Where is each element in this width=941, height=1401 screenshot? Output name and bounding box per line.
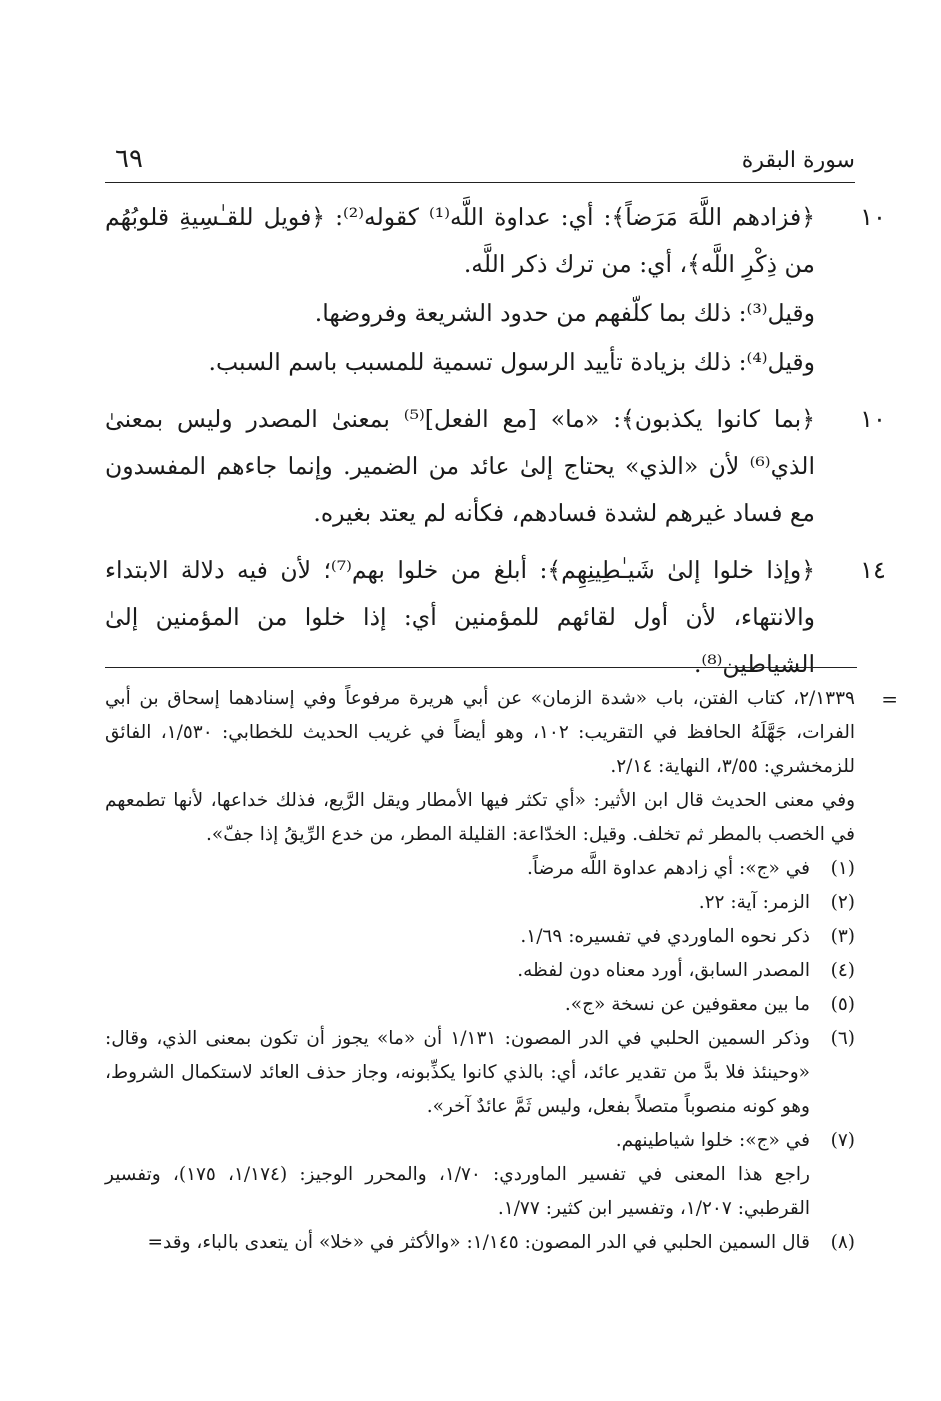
footnote-text: ذكر نحوه الماوردي في تفسيره: ١/٦٩. <box>520 926 810 947</box>
entry-text: ﴿وإذا خلوا إلىٰ شَيـٰطِينِهِم﴾: أبلغ من خلوا بهم⁽⁷⁾؛ لأن فيه دلالة الابتداء والانتهاء، لأن أول لقائهم للمؤمنين أي: إذا خلوا من المؤمنين إلىٰ الشياطين⁽⁸⁾. <box>105 556 815 678</box>
entry-subtext: وقيل⁽⁴⁾: ذلك بزيادة تأييد الرسول تسمية للمسبب باسم السبب. <box>208 348 815 376</box>
entry-text: ﴿فزادهم اللَّهَ مَرَضاً﴾: أي: عداوة اللَّه⁽¹⁾ كقوله⁽²⁾: ﴿فويل للقـٰسِيةِ قلوبُهُم من ذِكْرِ اللَّه﴾، أي: من ترك ذكر اللَّه. <box>105 203 815 278</box>
footnote-item <box>105 1124 855 1226</box>
footnote-text: الزمر: آية: ٢٢. <box>698 892 810 913</box>
footnote-text: راجع هذا المعنى في تفسير الماوردي: ١/٧٠، والمحرر الوجيز: (١/١٧٤، ١٧٥)، وتفسير القرطبي: ١/٢٠٧، وتفسير ابن كثير: ١/٧٧. <box>105 1164 810 1219</box>
footnote-text: وذكر السمين الحلبي في الدر المصون: ١/١٣١ أن «ما» يجوز أن تكون بمعنى الذي، وقال: «وحينئذ فلا بدَّ من تقدير عائد، أي: بالذي كانوا يكذِّبونه، وجاز حذف العائد لاستكمال الشروط، وهو كونه منصوباً متصلاً بفعل، وليس ثَمَّ عائدٌ آخر». <box>105 1028 810 1117</box>
footnote-number: (٦) <box>830 1028 855 1049</box>
footnote-number: (٣) <box>830 926 855 947</box>
footnote-item <box>105 988 855 1022</box>
footnote-number: (٨) <box>830 1232 855 1253</box>
footnote-number: (٥) <box>830 994 855 1015</box>
footnote-continuation <box>105 682 898 852</box>
verse-number: ١٤ <box>860 556 886 584</box>
entry-subtext: وقيل⁽³⁾: ذلك بما كلّفهم من حدود الشريعة وفروضها. <box>314 299 815 327</box>
footnote-text: المصدر السابق، أورد معناه دون لفظه. <box>517 960 810 981</box>
footnote-number: (٤) <box>830 960 855 981</box>
footnote-number: (٢) <box>830 892 855 913</box>
commentary-body <box>105 194 886 688</box>
surah-title: سورة البقرة <box>741 148 855 173</box>
footnote-text: في «ج»: خلوا شياطينهم. <box>615 1130 810 1151</box>
verse-number: ١٠ <box>860 203 886 231</box>
footnote-number: (٧) <box>830 1130 855 1151</box>
footnote-item <box>105 886 855 920</box>
footnote-item <box>105 1226 855 1260</box>
footnote-separator <box>105 667 857 668</box>
footnote-text: وفي معنى الحديث قال ابن الأثير: «أي تكثر فيها الأمطار ويقل الرَّيع، فذلك خداعها، لأنها تطمعهم في الخصب بالمطر ثم تخلف. وقيل: الخدّاعة: القليلة المطر، من خدع الرِّيقُ إذا جفّ». <box>105 790 855 845</box>
footnote-item <box>105 920 855 954</box>
footnote-text: في «ج»: أي زادهم عداوة اللَّه مرضاً. <box>526 858 810 879</box>
header-rule <box>105 182 855 183</box>
footnote-number: (١) <box>830 858 855 879</box>
commentary-entry <box>105 194 886 386</box>
continuation-mark: = <box>881 687 898 711</box>
footnote-text: ٢/١٣٣٩، كتاب الفتن، باب «شدة الزمان» عن أبي هريرة مرفوعاً وفي إسنادهما إسحاق بن أبي الفرات، جَهَّلَهُ الحافظ في التقريب: ١٠٢، وهو أيضاً في غريب الحديث للخطابي: ١/٥٣٠، الفائق للزمخشري: ٣/٥٥، النهاية: ٢/١٤. <box>105 688 856 777</box>
footnote-text: قال السمين الحلبي في الدر المصون: ١/١٤٥: «والأكثر في «خلا» أن يتعدى بالباء، وقد= <box>147 1232 810 1253</box>
verse-number: ١٠ <box>860 405 886 433</box>
page-number: ٦٩ <box>115 144 143 174</box>
footnote-item <box>105 1022 855 1124</box>
footnote-item <box>105 852 855 886</box>
entry-text: ﴿بما كانوا يكذبون﴾: «ما» [مع الفعل]⁽⁵⁾ بمعنىٰ المصدر وليس بمعنىٰ الذي⁽⁶⁾ لأن «الذي» يحتاج إلىٰ عائد من الضمير. وإنما جاءهم المفسدون مع فساد غيرهم لشدة فسادهم، فكأنه لم يعتد بغيره. <box>105 405 815 527</box>
commentary-entry <box>105 396 886 537</box>
footnote-item <box>105 954 855 988</box>
footnote-text: ما بين معقوفين عن نسخة «ج». <box>564 994 810 1015</box>
footnotes <box>105 682 898 1260</box>
page-header <box>105 144 855 182</box>
